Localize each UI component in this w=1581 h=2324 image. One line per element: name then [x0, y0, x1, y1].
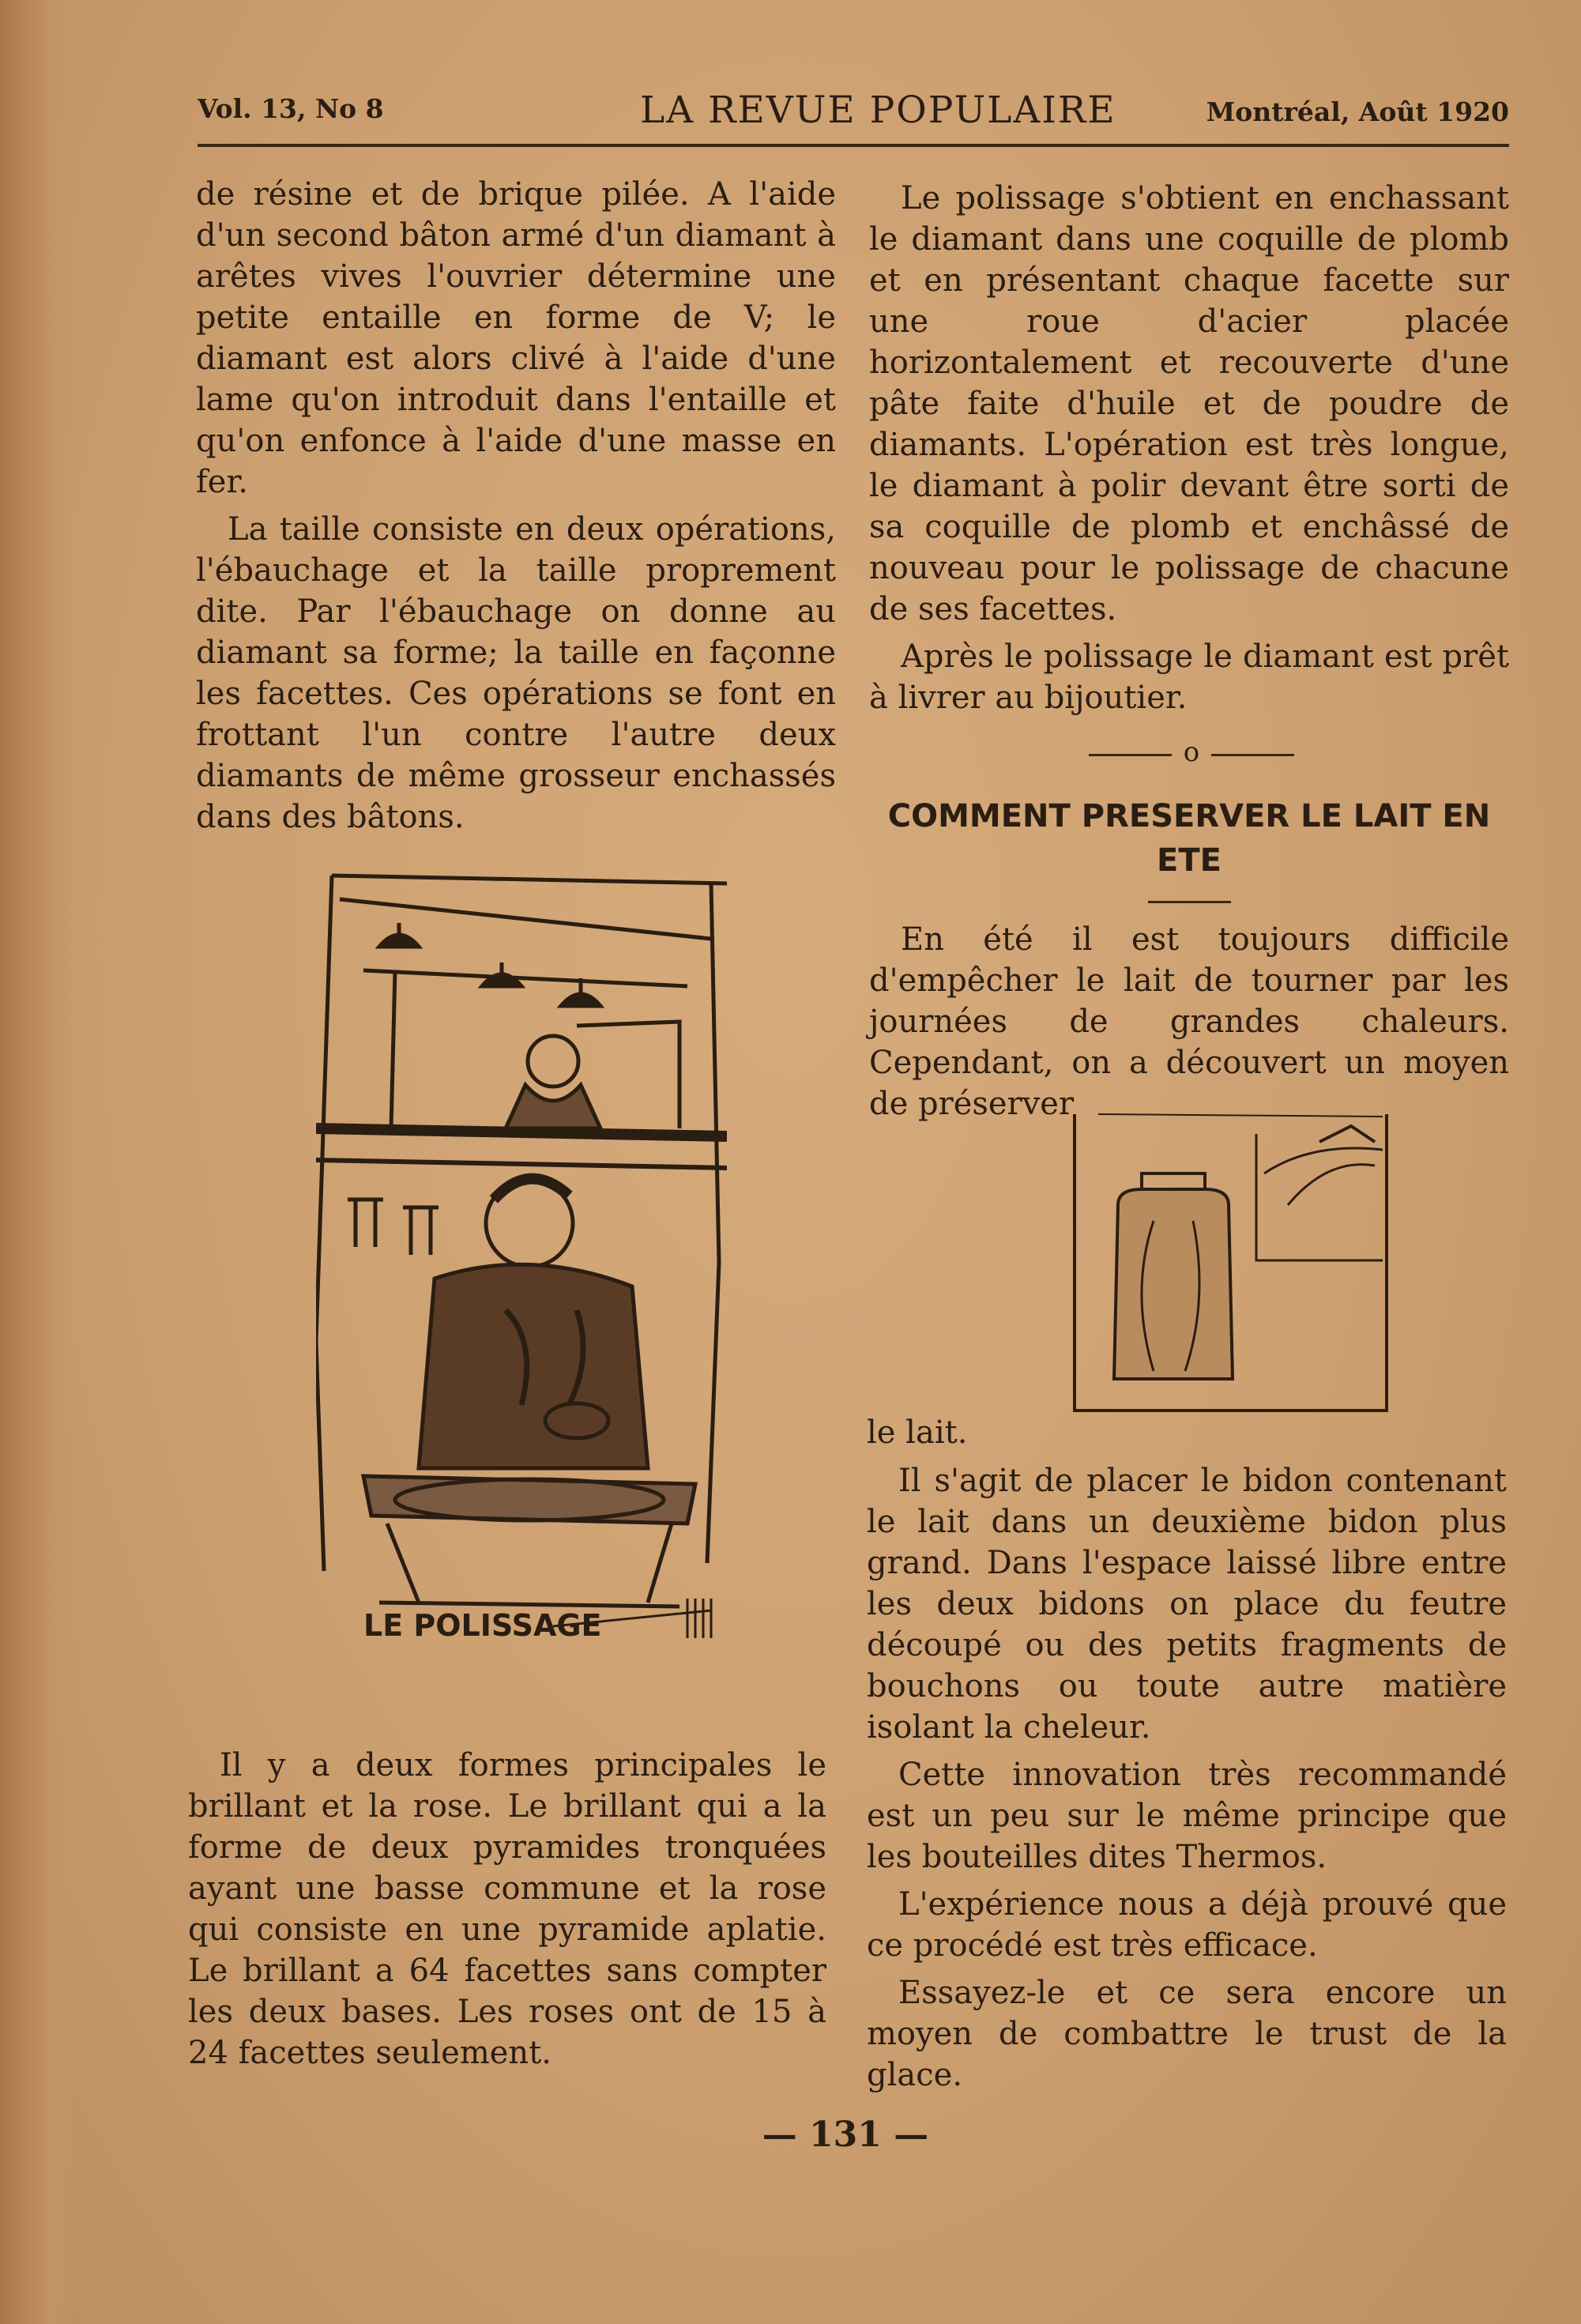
- paragraph: La taille consiste en deux opérations, l'ébauchage et la taille proprement dite. Par l'ébauchage on donne au diamant sa forme; la taille en façonne les facettes. Ces opérations se font en frottant l'un contre l'autre deux diamants de même grosseur enchassés dans des bâtons.: [196, 511, 836, 835]
- article-intro: [869, 919, 1509, 1131]
- paragraph: Il y a deux formes principales le brillant et la rose. Le brillant qui a la forme de deux pyramides tronquées ayant une basse commune et la rose qui consiste en une pyramide aplatie. Le brillant a 64 facettes sans compter les deux bases. Les roses ont de 15 à 24 facettes seulement.: [188, 1747, 826, 2071]
- paragraph: Il s'agit de placer le bidon contenant le lait dans un deuxième bidon plus grand. Dans l'espace laissé libre entre les deux bidons on place du feutre découpé ou des petits fragments de bouchons ou toute autre matière isolant la cheleur.: [867, 1463, 1507, 1746]
- title-rule: [1148, 901, 1231, 903]
- page-number: — 131 —: [762, 2115, 929, 2155]
- binding-gutter: [0, 0, 75, 2324]
- paragraph: En été il est toujours difficile d'empêcher le lait de tourner par les journées de grandes chaleurs. Cependant, on a découvert un moyen de préserver: [869, 921, 1509, 1122]
- place-date: Montréal, Août 1920: [1206, 96, 1509, 127]
- article-continuation: le lait.: [867, 1414, 968, 1451]
- separator-mark: o: [1183, 736, 1200, 768]
- running-header: [198, 89, 1509, 152]
- separator-line: [1089, 754, 1172, 756]
- paragraph: Cette innovation très recommandé est un peu sur le même principe que les bouteilles dites Thermos.: [867, 1757, 1507, 1875]
- separator-line: [1211, 754, 1294, 756]
- paragraph: L'expérience nous a déjà prouvé que ce procédé est très efficace.: [867, 1886, 1507, 1964]
- article-title: COMMENT PRESERVER LE LAIT EN ETE: [887, 798, 1491, 879]
- volume-label: Vol. 13, No 8: [198, 93, 384, 124]
- milk-can-illustration: [1067, 1110, 1391, 1414]
- paragraph: de résine et de brique pilée. A l'aide d'un second bâton armé d'un diamant à arêtes vives l'ouvrier détermine une petite entaille en forme de V; le diamant est alors clivé à l'aide d'une lame qu'on introduit dans l'entaille et qu'on enfonce à l'aide d'une masse en fer.: [196, 176, 836, 500]
- figure-caption: LE POLISSAGE: [363, 1608, 602, 1643]
- right-column-bottom: [867, 1460, 1507, 2102]
- paragraph: Après le polissage le diamant est prêt à livrer au bijoutier.: [869, 638, 1509, 716]
- left-column-top: [196, 174, 836, 844]
- left-column-bottom: [188, 1745, 826, 2080]
- polissage-illustration: [316, 868, 727, 1682]
- section-separator: [1089, 736, 1294, 768]
- paragraph: Essayez-le et ce sera encore un moyen de combattre le trust de la glace.: [867, 1975, 1507, 2093]
- right-column-top: [869, 178, 1509, 725]
- header-rule: [198, 144, 1509, 147]
- journal-title: LA REVUE POPULAIRE: [640, 89, 1116, 132]
- paragraph: Le polissage s'obtient en enchassant le diamant dans une coquille de plomb et en présentant chaque facette sur une roue d'acier placée horizontalement et recouverte d'une pâte faite d'huile et de poudre de diamants. L'opération est très longue, le diamant à polir devant être sorti de sa coquille de plomb et enchâssé de nouveau pour le polissage de chacune de ses facettes.: [869, 180, 1509, 627]
